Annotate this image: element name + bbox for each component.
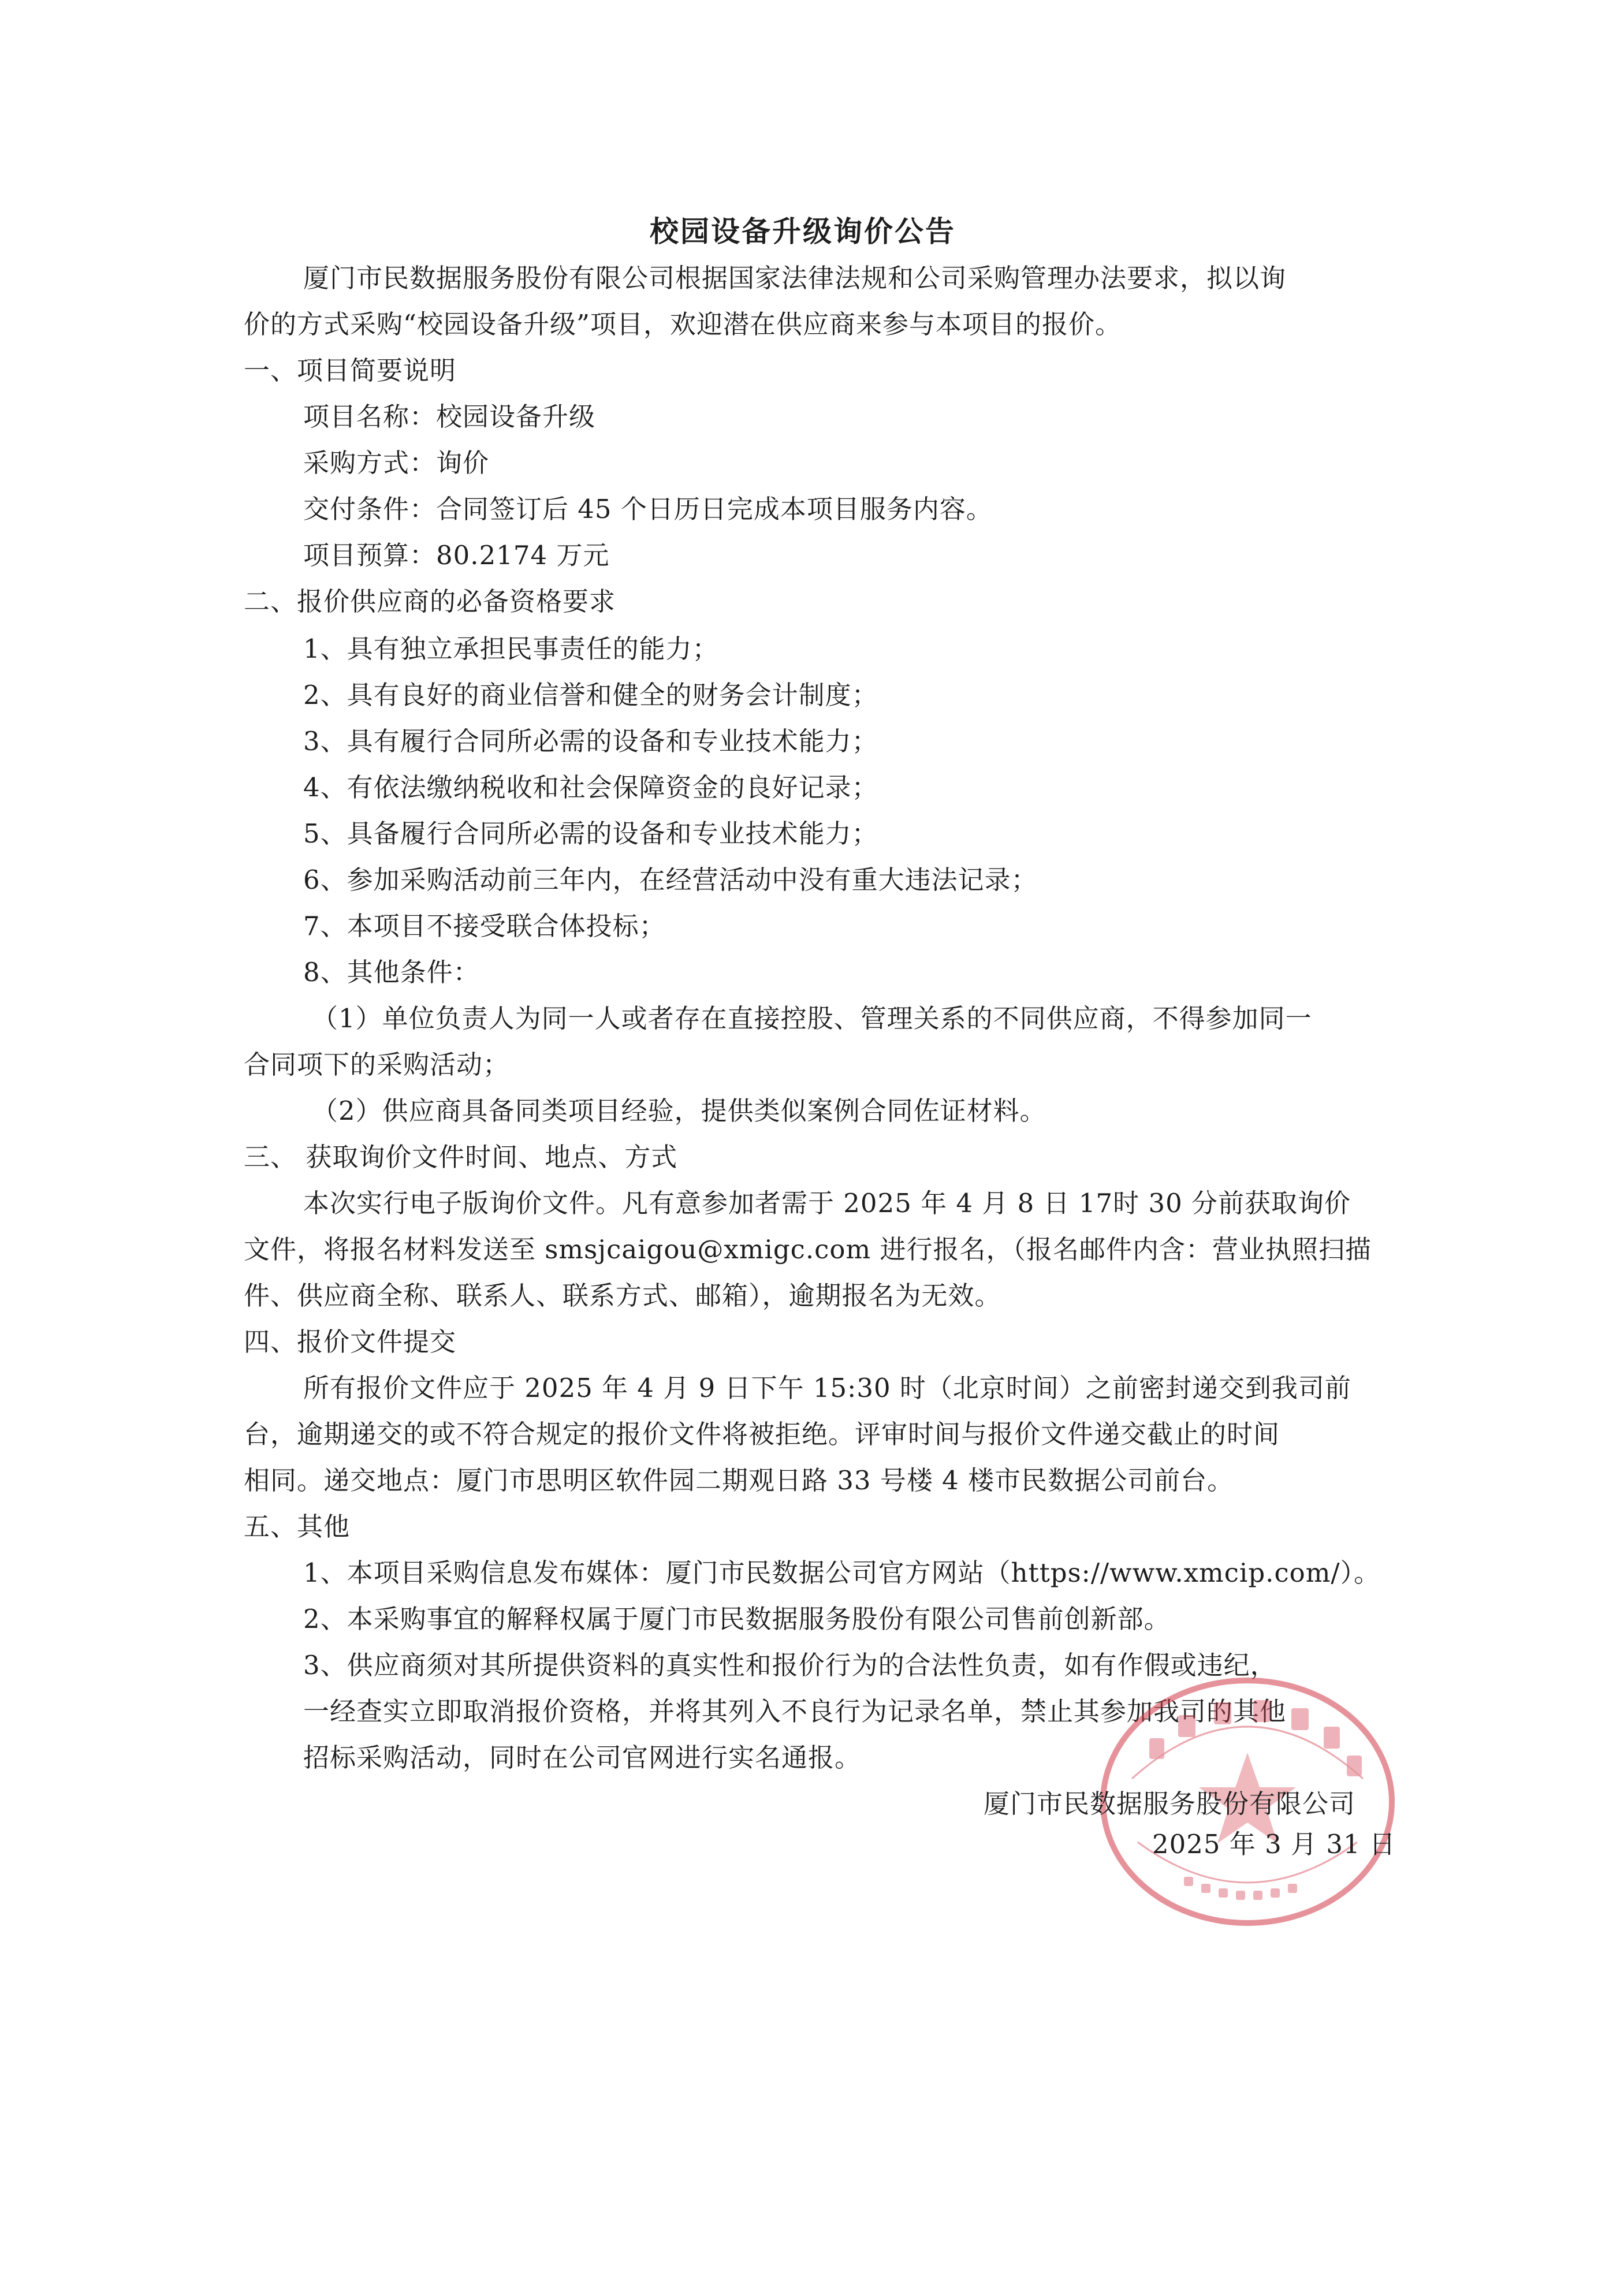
paragraph-line: 本次实行电子版询价文件。凡有意参加者需于 2025 年 4 月 8 日 17时 30 分前获取询价 [303,1188,1351,1218]
sub-item: （1）单位负责人为同一人或者存在直接控股、管理关系的不同供应商，不得参加同一 [312,1003,1312,1034]
paragraph-line: 文件，将报名材料发送至 smsjcaigou@xmigc.com 进行报名，（报名邮件内含：营业执照扫描 [244,1234,1372,1265]
paragraph-line: 件、供应商全称、联系人、联系方式、邮箱），逾期报名为无效。 [244,1280,1001,1311]
paragraph-line: 台，逾期递交的或不符合规定的报价文件将被拒绝。评审时间与报价文件递交截止的时间 [244,1419,1280,1449]
sub-item: （2）供应商具备同类项目经验，提供类似案例合同佐证材料。 [312,1095,1046,1126]
section-heading: 二、报价供应商的必备资格要求 [244,586,616,617]
paragraph-line: 所有报价文件应于 2025 年 4 月 9 日下午 15:30 时（北京时间）之前密封递交到我司前 [303,1373,1351,1403]
page-title: 校园设备升级询价公告 [650,214,956,248]
section-heading: 四、报价文件提交 [244,1326,457,1357]
section-heading: 五、其他 [244,1511,351,1542]
signature-date: 2025 年 3 月 31 日 [1152,1829,1396,1859]
paragraph-line: 一经查实立即取消报价资格，并将其列入不良行为记录名单，禁止其参加我司的其他 [303,1696,1287,1727]
section-item: 2、具有良好的商业信誉和健全的财务会计制度； [303,680,878,710]
section-item: 采购方式：询价 [303,448,490,478]
paragraph-line: 2、本采购事宜的解释权属于厦门市民数据服务股份有限公司售前创新部。 [303,1604,1171,1634]
section-item: 7、本项目不接受联合体投标； [303,911,666,941]
signature-company: 厦门市民数据服务股份有限公司 [984,1788,1356,1819]
section-item: 3、具有履行合同所必需的设备和专业技术能力； [303,726,878,756]
section-item: 交付条件：合同签订后 45 个日历日完成本项目服务内容。 [303,494,993,524]
sub-item: 合同项下的采购活动； [244,1049,510,1080]
paragraph-line: 招标采购活动，同时在公司官网进行实名通报。 [303,1742,862,1773]
section-item: 项目名称：校园设备升级 [303,401,596,432]
paragraph-line: 1、本项目采购信息发布媒体：厦门市民数据公司官方网站（https://www.xmcip.com/）。 [303,1557,1381,1588]
section-heading: 三、 获取询价文件时间、地点、方式 [244,1142,678,1172]
section-item: 1、具有独立承担民事责任的能力； [303,633,719,664]
section-item: 项目预算：80.2174 万元 [303,540,610,571]
section-item: 8、其他条件： [303,957,480,987]
section-item: 6、参加采购活动前三年内，在经营活动中没有重大违法记录； [303,864,1038,895]
intro-line: 价的方式采购“校园设备升级”项目，欢迎潜在供应商来参与本项目的报价。 [244,309,1122,340]
section-item: 4、有依法缴纳税收和社会保障资金的良好记录； [303,772,878,803]
section-heading: 一、项目简要说明 [244,355,457,386]
section-item: 5、具备履行合同所必需的设备和专业技术能力； [303,818,878,849]
paragraph-line: 3、供应商须对其所提供资料的真实性和报价行为的合法性负责，如有作假或违纪， [303,1650,1277,1680]
paragraph-line: 相同。递交地点：厦门市思明区软件园二期观日路 33 号楼 4 楼市民数据公司前台。 [244,1465,1234,1496]
intro-line: 厦门市民数据服务股份有限公司根据国家法律法规和公司采购管理办法要求，拟以询 [303,263,1287,293]
